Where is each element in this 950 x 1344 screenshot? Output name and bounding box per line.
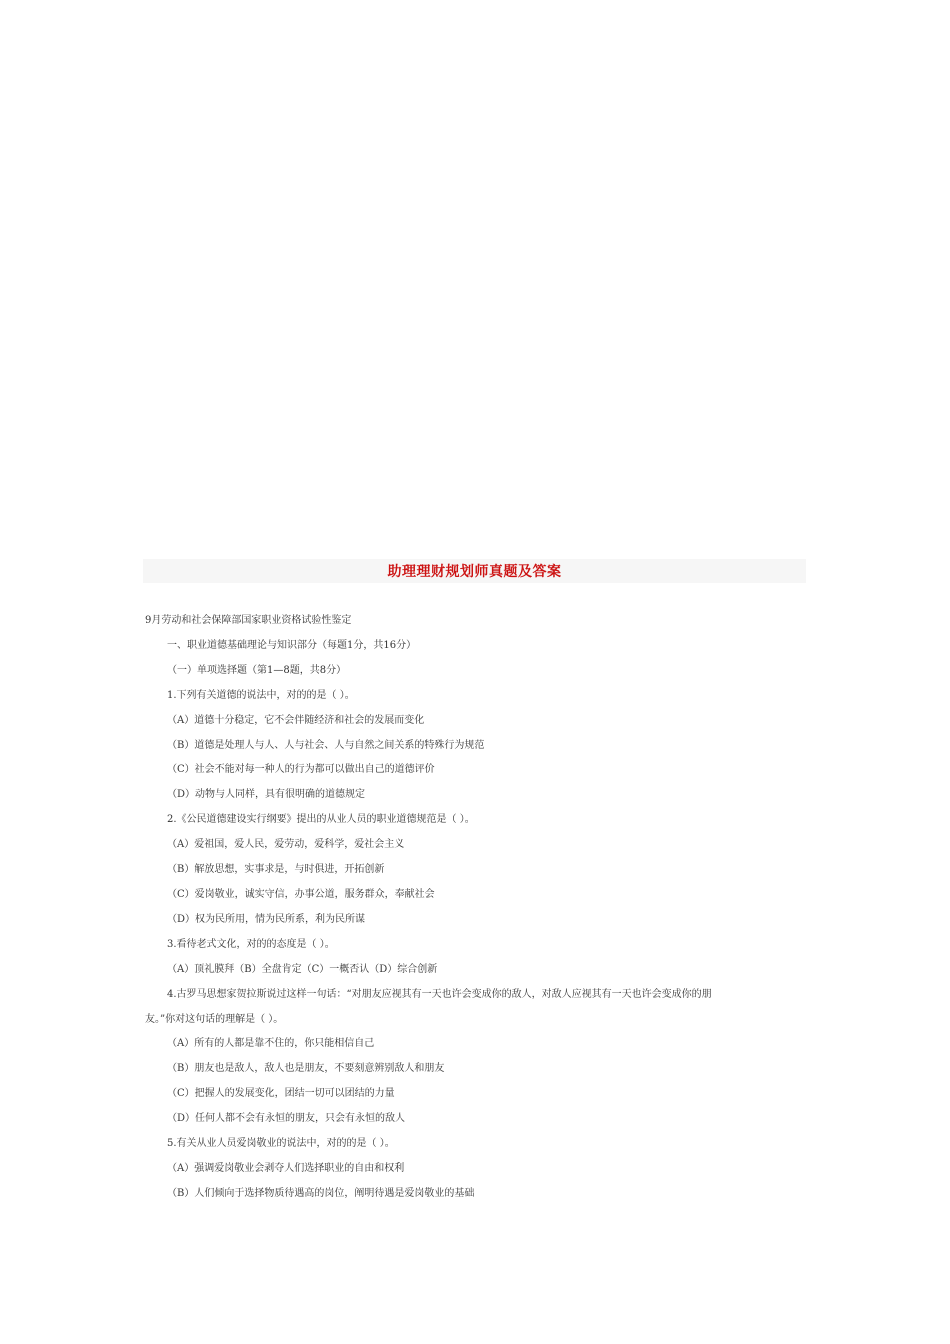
question-1-option-b: （B）道德是处理人与人、人与社会、人与自然之间关系的特殊行为规范: [167, 739, 485, 751]
question-1: 1.下列有关道德的说法中，对的的是（ ）。: [167, 689, 355, 701]
question-4-option-b: （B）朋友也是敌人，敌人也是朋友，不要刻意辨别敌人和朋友: [167, 1063, 445, 1075]
question-2-option-d: （D）权为民所用，情为民所系，利为民所谋: [167, 913, 366, 925]
subsection-heading: （一）单项选择题（第1—8题，共8分）: [167, 664, 347, 676]
question-5-option-b: （B）人们倾向于选择物质待遇高的岗位，阐明待遇是爱岗敬业的基础: [167, 1187, 475, 1199]
question-2: 2.《公民道德建设实行纲要》提出的从业人员的职业道德规范是（ ）。: [167, 814, 475, 826]
question-2-option-c: （C）爱岗敬业，诚实守信，办事公道，服务群众，奉献社会: [167, 888, 435, 900]
section-heading: 一、职业道德基础理论与知识部分（每题1分，共16分）: [167, 639, 417, 651]
question-4-option-a: （A）所有的人都是靠不住的，你只能相信自己: [167, 1038, 375, 1050]
question-4-continued: 友。”你对这句话的理解是（ ）。: [145, 1013, 284, 1025]
title-bar: [143, 559, 806, 583]
question-3-options: （A）顶礼膜拜（B）全盘肯定（C）一概否认（D）综合创新: [167, 963, 438, 975]
document-body: [145, 609, 807, 1207]
question-5-option-a: （A）强调爱岗敬业会剥夺人们选择职业的自由和权利: [167, 1162, 405, 1174]
question-1-option-a: （A）道德十分稳定，它不会伴随经济和社会的发展而变化: [167, 714, 425, 726]
question-5: 5.有关从业人员爱岗敬业的说法中，对的的是（ ）。: [167, 1138, 395, 1150]
question-1-option-c: （C）社会不能对每一种人的行为都可以做出自己的道德评价: [167, 764, 435, 776]
question-4: 4.古罗马思想家贺拉斯说过这样一句话：“对朋友应视其有一天也许会变成你的敌人，对敌人应视其有一天也许会变成你的朋: [167, 988, 712, 1000]
question-4-option-c: （C）把握人的发展变化，团结一切可以团结的力量: [167, 1088, 395, 1100]
question-1-option-d: （D）动物与人同样，具有很明确的道德规定: [167, 789, 366, 801]
question-2-option-b: （B）解放思想，实事求是，与时俱进，开拓创新: [167, 864, 385, 876]
question-4-option-d: （D）任何人都不会有永恒的朋友，只会有永恒的敌人: [167, 1113, 406, 1125]
exam-info-line: 9月劳动和社会保障部国家职业资格试验性鉴定: [145, 615, 352, 626]
question-3: 3.看待老式文化，对的的态度是（ ）。: [167, 938, 335, 950]
question-2-option-a: （A）爱祖国，爱人民，爱劳动，爱科学，爱社会主义: [167, 839, 405, 851]
document-title: 助理理财规划师真题及答案: [387, 564, 562, 580]
